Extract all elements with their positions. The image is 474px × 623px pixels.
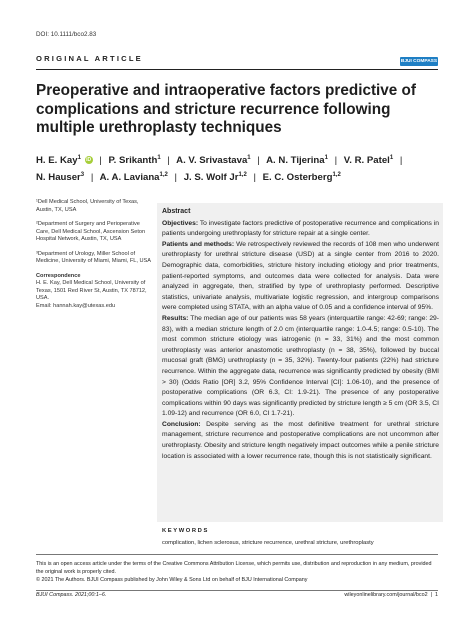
correspondence-text: H. E. Kay, Dell Medical School, University of Texas, 1501 Red River St, Austin, TX 78712, USA. — [36, 280, 147, 301]
author-name[interactable]: A. N. Tijerina — [266, 155, 325, 166]
author-affil-sup: 3 — [80, 171, 85, 178]
author-name[interactable]: J. S. Wolf Jr — [183, 172, 239, 183]
paper-title: Preoperative and intraoperative factors predictive of complications and stricture recurrence following multiple urethroplasty techniques — [36, 82, 416, 136]
objectives-label: Objectives: — [162, 219, 199, 227]
author-separator: | — [399, 155, 403, 166]
author-name[interactable]: E. C. Osterberg — [262, 172, 333, 183]
results-text: The median age of our patients was 58 years (interquartile range: 42-69; range: 29-83), with a median stricture length of 2.0 cm (interquartile range: 1.0-4.5; range: 0.5-10). The most common stricture etiology was iatrogenic (n = 33, 31%) and the most common urethroplasty was anterior anastomotic urethroplasty (n = 38, 35%), followed by buccal mucosal graft (BMG) urethroplasty (n = 35, 32%). Twenty-four patients (22%) had stricture recurrence. Within the aggregate data, recurrence was significantly predicted by obesity (BMI > 30) (Odds Ratio [OR] 3.2, 95% Confidence Interval [CI]: 1.06-10), and the presence of postoperative complications (OR 6.3, CI: 1.9-21). The presence of any postoperative complications within 90 days was significantly predicted by stricture length ≥ 5 cm (OR 3.5, CI 1.09-12) and recurrence (OR 6.0, CI 1.7-21). — [162, 314, 439, 418]
author-separator: | — [99, 155, 102, 166]
copyright-line: © 2021 The Authors. BJUI Compass published by John Wiley & Sons Ltd on behalf of BJU International Company — [36, 577, 308, 583]
author-name[interactable]: P. Srikanth — [108, 155, 158, 166]
author-separator: | — [174, 172, 178, 183]
journal-badge[interactable]: BJUI COMPASS — [400, 59, 438, 64]
abstract-text — [162, 207, 439, 462]
keywords-text: complication, lichen sclerosus, stricture recurrence, urethral stricture, urethroplasty — [162, 540, 374, 546]
affiliation-item: ³Department of Urology, Miller School of Medicine, University of Miami, Miami, FL, USA — [36, 250, 152, 264]
author-separator: | — [253, 172, 256, 183]
license-block — [36, 560, 440, 584]
author-separator: | — [334, 155, 338, 166]
author-list — [36, 152, 441, 186]
methods-label: Patients and methods: — [162, 240, 235, 248]
page-number: 1 — [435, 592, 438, 598]
article-type-label: ORIGINAL ARTICLE — [36, 54, 143, 63]
correspondence-email[interactable]: Email: hannah.kay@utexas.edu — [36, 302, 116, 309]
affiliation-item: ²Department of Surgery and Perioperative Care, Dell Medical School, Ascension Seton Hospital Network, Austin, TX, USA — [36, 221, 146, 242]
author-name[interactable]: H. E. Kay — [36, 155, 78, 166]
author-name[interactable]: V. R. Patel — [343, 155, 390, 166]
journal-url-link[interactable]: wileyonlinelibrary.com/journal/bco2 — [344, 592, 428, 598]
footer-separator: | — [430, 592, 432, 598]
affiliation-item: ¹Dell Medical School, University of Texas, Austin, TX, USA — [36, 199, 139, 213]
author-affil-sup: 1,2 — [238, 171, 247, 178]
author-affil-sup: 1 — [324, 154, 328, 161]
footer-rule — [36, 590, 438, 591]
methods-text: We retrospectively reviewed the records of 108 men who underwent urethroplasty for urethral stricture disease (USD) at a single center from 2016 to 2020. Demographic data, comorbidities, stricture history including etiology and prior treatments, patient-reported symptoms, and outcomes data were collected for analysis. Data were analyzed in aggregate, then, stratified by type of urethroplasty performed. Descriptive statistics, univariate analysis, multivariate logistic regression, and intergroup comparisons were completed using STATA, with an alpha value of 0.05 and a confidence interval of 95%. — [162, 240, 439, 312]
correspondence-heading: Correspondence — [36, 272, 81, 279]
author-separator: | — [167, 155, 170, 166]
affiliations-column — [36, 199, 152, 317]
author-separator: | — [90, 172, 94, 183]
author-affil-sup: 1 — [247, 154, 251, 161]
abstract-results — [162, 314, 439, 420]
abstract-conclusion — [162, 420, 439, 462]
footer-right — [300, 592, 438, 598]
keywords-heading: KEYWORDS — [162, 528, 209, 534]
orcid-icon[interactable]: iD — [86, 157, 92, 164]
journal-citation: BJUI Compass. 2021;00:1–6. — [36, 592, 107, 598]
abstract-heading: Abstract — [162, 208, 191, 215]
conclusion-label: Conclusion: — [162, 420, 201, 428]
header-rule — [36, 69, 438, 70]
author-affil-sup: 1 — [77, 154, 81, 161]
author-separator: | — [257, 155, 260, 166]
abstract-objectives — [162, 219, 439, 240]
doi-line: DOI: 10.1111/bco2.83 — [36, 31, 97, 38]
author-affil-sup: 1 — [389, 154, 394, 161]
author-name[interactable]: A. A. Laviana — [99, 172, 160, 183]
author-affil-sup: 1,2 — [159, 171, 168, 178]
license-line: This is an open access article under the terms of the Creative Commons Attribution License, which permits use, distribution and reproduction in any medium, provided the original work is properly cited. — [36, 561, 432, 575]
results-label: Results: — [162, 314, 189, 322]
author-affil-sup: 1 — [157, 154, 161, 161]
abstract-methods — [162, 240, 439, 314]
author-name[interactable]: A. V. Srivastava — [176, 155, 248, 166]
author-name[interactable]: N. Hauser — [36, 172, 81, 183]
author-affil-sup: 1,2 — [332, 171, 341, 178]
license-rule — [36, 554, 438, 555]
objectives-text: To investigate factors predictive of postoperative recurrence and complications in patients undergoing urethroplasty for stricture repair at a single center. — [162, 219, 439, 238]
conclusion-text: Despite serving as the most definitive treatment for urethral stricture management, stricture recurrence and postoperative complications are not uncommon after urethroplasty. Obesity and stricture length negatively impact outcomes while a penile stricture location is associated with a lower recurrence rate, though this is not statistically significant. — [162, 420, 439, 460]
